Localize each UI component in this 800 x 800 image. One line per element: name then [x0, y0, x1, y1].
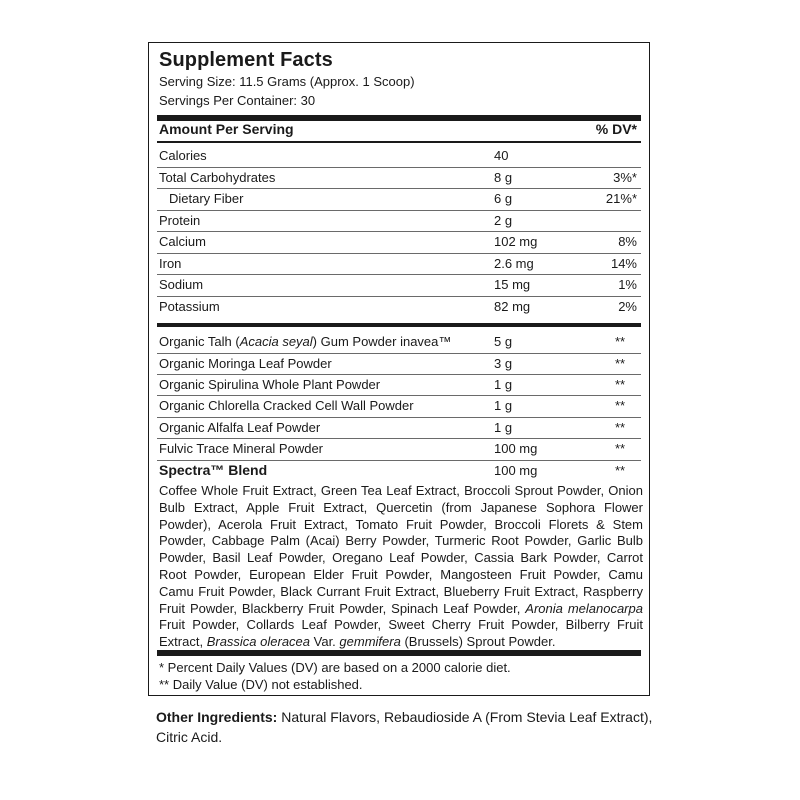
- nutrient-dv: 3%*: [613, 170, 637, 185]
- nutrient-amount: 40: [494, 148, 509, 163]
- ingredient-name: Organic Chlorella Cracked Cell Wall Powder: [159, 398, 414, 413]
- nutrient-amount: 2 g: [494, 213, 513, 228]
- ingredient-name: Organic Talh (Acacia seyal) Gum Powder inavea™: [159, 334, 452, 349]
- other-ingredients: [156, 707, 656, 747]
- other-ingredients-text: Natural Flavors, Rebaudioside A (From Stevia Leaf Extract), Citric Acid.: [156, 709, 653, 745]
- nutrient-dv: 8%: [618, 234, 637, 249]
- nutrient-row: [149, 253, 649, 274]
- thick-rule: [157, 650, 641, 656]
- header-rule: [157, 141, 641, 143]
- ingredient-dv: **: [615, 398, 626, 413]
- nutrient-amount: 102 mg: [494, 234, 538, 249]
- ingredient-amount: 1 g: [494, 420, 513, 435]
- ingredient-name: Organic Alfalfa Leaf Powder: [159, 420, 321, 435]
- ingredient-row: [149, 374, 649, 395]
- nutrient-amount: 82 mg: [494, 299, 531, 314]
- nutrient-dv: 21%*: [605, 191, 637, 206]
- servings-per-container: Servings Per Container: 30: [159, 93, 316, 108]
- ingredient-amount: 1 g: [494, 398, 513, 413]
- panel-title: Supplement Facts: [159, 49, 333, 71]
- nutrient-row: [149, 167, 649, 188]
- amount-per-serving-header: Amount Per Serving: [159, 121, 294, 137]
- ingredient-row: [149, 331, 649, 352]
- nutrient-row: [149, 145, 649, 166]
- nutrient-dv: 14%: [610, 256, 637, 271]
- dv-header: % DV*: [595, 121, 637, 137]
- ingredient-row: [149, 438, 649, 459]
- nutrient-amount: 2.6 mg: [494, 256, 534, 271]
- blend-name: Spectra™ Blend: [159, 462, 268, 478]
- serving-size: Serving Size: 11.5 Grams (Approx. 1 Scoop): [159, 74, 415, 89]
- ingredient-row: [149, 417, 649, 438]
- nutrient-row: [149, 210, 649, 231]
- ingredient-amount: 100 mg: [494, 441, 538, 456]
- nutrient-name: Total Carbohydrates: [159, 170, 276, 185]
- nutrient-amount: 15 mg: [494, 277, 531, 292]
- ingredient-dv: **: [615, 463, 626, 478]
- ingredient-name: Fulvic Trace Mineral Powder: [159, 441, 323, 456]
- ingredient-amount: 3 g: [494, 356, 513, 371]
- footnote-not-established: ** Daily Value (DV) not established.: [159, 677, 363, 692]
- nutrient-name: Dietary Fiber: [169, 191, 244, 206]
- section-rule: [157, 323, 641, 327]
- nutrient-dv: 2%: [618, 299, 637, 314]
- nutrient-name: Protein: [159, 213, 201, 228]
- nutrient-amount: 6 g: [494, 191, 513, 206]
- nutrient-row: [149, 274, 649, 295]
- ingredient-dv: **: [615, 441, 626, 456]
- ingredient-row: [149, 460, 649, 481]
- nutrient-row: [149, 231, 649, 252]
- ingredient-name: Organic Moringa Leaf Powder: [159, 356, 332, 371]
- footnote-dv: * Percent Daily Values (DV) are based on a 2000 calorie diet.: [159, 660, 511, 675]
- other-ingredients-label: Other Ingredients:: [156, 709, 278, 725]
- nutrient-amount: 8 g: [494, 170, 513, 185]
- nutrient-name: Potassium: [159, 299, 220, 314]
- nutrient-dv: 1%: [618, 277, 637, 292]
- nutrient-name: Calcium: [159, 234, 206, 249]
- ingredient-row: [149, 353, 649, 374]
- ingredient-dv: **: [615, 334, 626, 349]
- nutrient-name: Iron: [159, 256, 182, 271]
- nutrient-row: [149, 188, 649, 209]
- ingredient-name: Organic Spirulina Whole Plant Powder: [159, 377, 381, 392]
- nutrient-name: Sodium: [159, 277, 204, 292]
- ingredient-dv: **: [615, 377, 626, 392]
- ingredient-row: [149, 395, 649, 416]
- ingredient-dv: **: [615, 420, 626, 435]
- ingredient-amount: 1 g: [494, 377, 513, 392]
- ingredient-amount: 5 g: [494, 334, 513, 349]
- supplement-facts-panel: [148, 42, 650, 696]
- nutrient-row: [149, 296, 649, 317]
- blend-ingredients-text: Coffee Whole Fruit Extract, Green Tea Leaf Extract, Broccoli Sprout Powder, Onion Bulb Extract, Apple Fruit Extract, Quercetin (from Japanese Sophora Flower Powder), Acerola Fruit Extract, Tomato Fruit Powder, Broccoli Florets & Stem Powder, Cabbage Palm (Acai) Berry Powder, Turmeric Root Powder, Garlic Bulb Powder, Basil Leaf Powder, Oregano Leaf Powder, Cassia Bark Powder, Carrot Root Powder, European Elder Fruit Powder, Mangosteen Fruit Powder, Camu Camu Fruit Powder, Black Currant Fruit Extract, Blueberry Fruit Extract, Raspberry Fruit Powder, Blackberry Fruit Powder, Spinach Leaf Powder, Aronia melanocarpa Fruit Powder, Collards Leaf Powder, Sweet Cherry Fruit Powder, Bilberry Fruit Extract, Brassica oleracea Var. gemmifera (Brussels) Sprout Powder.: [159, 483, 643, 650]
- nutrient-name: Calories: [159, 148, 207, 163]
- ingredient-amount: 100 mg: [494, 463, 538, 478]
- ingredient-dv: **: [615, 356, 626, 371]
